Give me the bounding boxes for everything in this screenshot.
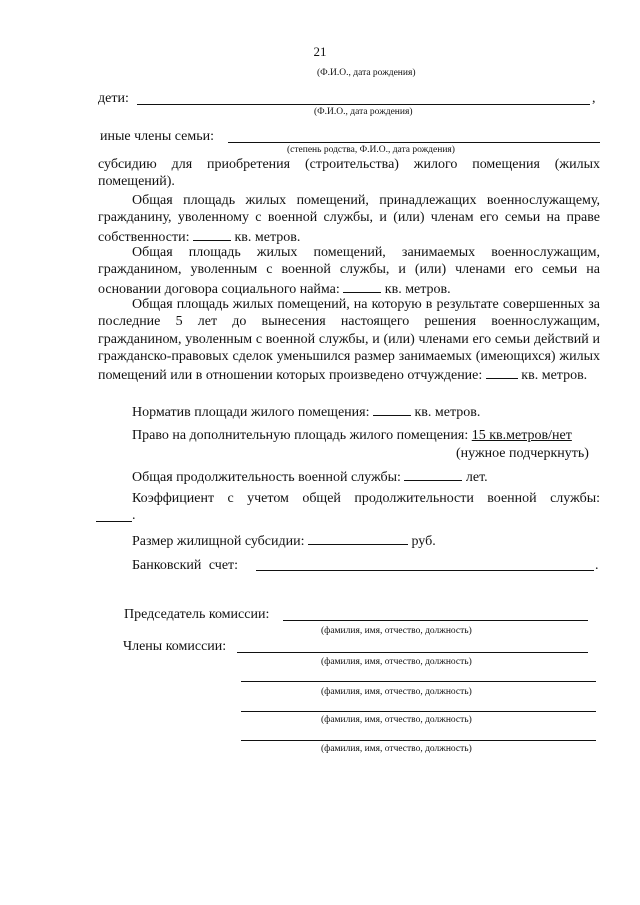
children-field-caption: (Ф.И.О., дата рождения) bbox=[314, 107, 413, 117]
commission-member-4-caption: (фамилия, имя, отчество, должность) bbox=[321, 744, 472, 754]
service-duration-line bbox=[132, 467, 488, 486]
commission-member-3-caption: (фамилия, имя, отчество, должность) bbox=[321, 715, 472, 725]
owned-area-field[interactable] bbox=[193, 227, 231, 241]
extra-area-line bbox=[132, 427, 572, 444]
reduced-area-unit: кв. метров. bbox=[521, 368, 588, 384]
commission-member-1-caption: (фамилия, имя, отчество, должность) bbox=[321, 657, 472, 667]
subsidy-amount-unit: руб. bbox=[411, 534, 436, 549]
other-members-field-line[interactable] bbox=[228, 142, 600, 143]
page-number: 21 bbox=[313, 44, 327, 59]
commission-member-1-field-line[interactable] bbox=[237, 652, 588, 653]
top-field-caption: (Ф.И.О., дата рождения) bbox=[317, 68, 416, 78]
bank-account-end-mark: . bbox=[595, 558, 599, 573]
owned-area-text: Общая площадь жилых помещений, принадлежащих военнослужащему, гражданину, уволенному с военной службы, и (или) членам его семьи на праве собственности: bbox=[98, 193, 600, 245]
area-norm-line bbox=[132, 402, 480, 421]
commission-chair-caption: (фамилия, имя, отчество, должность) bbox=[321, 626, 472, 636]
subsidy-amount-line bbox=[132, 531, 436, 550]
commission-member-3-field-line[interactable] bbox=[241, 711, 596, 712]
area-norm-unit: кв. метров. bbox=[414, 405, 481, 420]
social-rent-area-field[interactable] bbox=[343, 279, 381, 293]
children-end-comma: , bbox=[592, 91, 596, 106]
commission-member-2-field-line[interactable] bbox=[241, 681, 596, 682]
reduced-area-paragraph bbox=[98, 296, 600, 384]
commission-member-4-field-line[interactable] bbox=[241, 740, 596, 741]
owned-area-paragraph bbox=[98, 192, 600, 246]
area-norm-label: Норматив площади жилого помещения: bbox=[132, 405, 370, 420]
reduced-area-field[interactable] bbox=[486, 365, 518, 379]
coefficient-field-line[interactable] bbox=[96, 521, 132, 522]
commission-chair-label: Председатель комиссии: bbox=[124, 607, 270, 622]
service-duration-unit: лет. bbox=[465, 470, 488, 485]
commission-member-2-caption: (фамилия, имя, отчество, должность) bbox=[321, 687, 472, 697]
commission-members-label: Члены комиссии: bbox=[123, 639, 227, 654]
extra-area-note: (нужное подчеркнуть) bbox=[456, 446, 589, 461]
owned-area-unit: кв. метров. bbox=[234, 229, 301, 245]
subsidy-amount-field[interactable] bbox=[308, 531, 408, 545]
children-field-line[interactable] bbox=[137, 104, 590, 105]
extra-area-label: Право на дополнительную площадь жилого помещения: bbox=[132, 428, 469, 443]
other-members-field-caption: (степень родства, Ф.И.О., дата рождения) bbox=[287, 145, 455, 155]
reduced-area-text: Общая площадь жилых помещений, на которую в результате совершенных за последние 5 лет до вынесения настоящего решения военнослужащим, гражданином, уволенным с военной службы, и (или) членами его семьи действий и гражданско-правовых сделок уменьшился размер занимаемых (имеющихся) жилых помещений или в отношении которых произведено отчуждение: bbox=[98, 297, 600, 384]
bank-account-field-line[interactable] bbox=[256, 570, 594, 571]
extra-area-value[interactable]: 15 кв.метров/нет bbox=[471, 428, 572, 443]
subsidy-purpose-text: субсидию для приобретения (строительства) жилого помещения (жилых помещений). bbox=[98, 157, 600, 190]
other-members-label: иные члены семьи: bbox=[100, 129, 214, 144]
bank-account-label: Банковский счет: bbox=[132, 558, 239, 573]
commission-chair-field-line[interactable] bbox=[283, 620, 588, 621]
area-norm-field[interactable] bbox=[373, 402, 411, 416]
social-rent-area-paragraph bbox=[98, 244, 600, 298]
social-rent-area-unit: кв. метров. bbox=[384, 281, 451, 297]
service-duration-field[interactable] bbox=[404, 467, 462, 481]
coefficient-end-mark: . bbox=[132, 508, 136, 523]
service-duration-label: Общая продолжительность военной службы: bbox=[132, 470, 401, 485]
social-rent-area-text: Общая площадь жилых помещений, занимаемых военнослужащим, гражданином, уволенным с военной службы, и (или) членами его семьи на основании договора социального найма: bbox=[98, 245, 600, 297]
children-label: дети: bbox=[98, 91, 129, 106]
coefficient-label: Коэффициент с учетом общей продолжительности военной службы: bbox=[132, 491, 600, 506]
subsidy-amount-label: Размер жилищной субсидии: bbox=[132, 534, 305, 549]
